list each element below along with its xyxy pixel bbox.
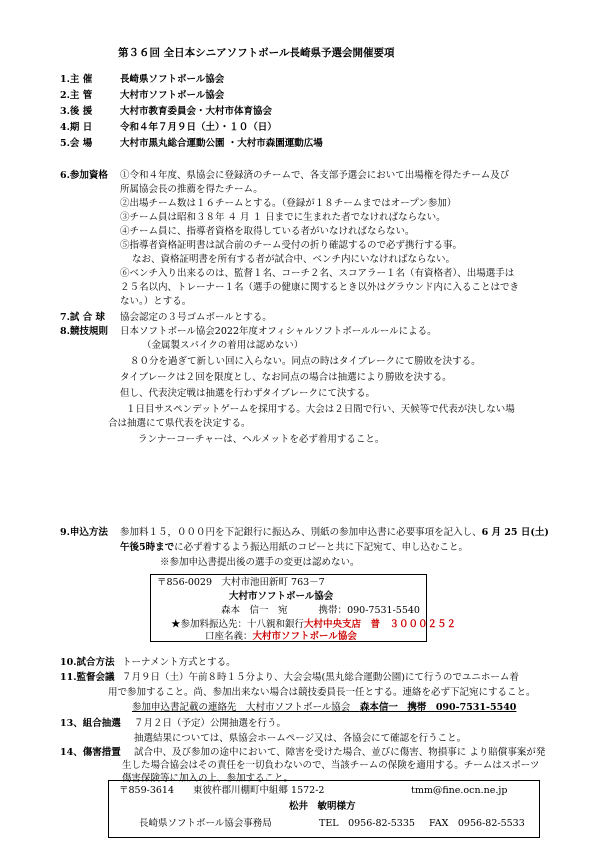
info-value: 長崎県ソフトボール協会 [120, 74, 225, 85]
s9-deadline: 6 月 25 日(土) [481, 527, 549, 538]
s11-contact [132, 702, 516, 714]
s6-line: ④チーム員に、指導者資格を取得している者がいなければならない。 [120, 226, 415, 237]
s8-line: タイブレークは２回を限度とし、なお同点の場合は抽選により勝敗を決する。 [120, 372, 452, 383]
s6-line: ない。）とする。 [120, 296, 192, 307]
box1-account-name: 大村市ソフトボール協会 [252, 631, 357, 642]
section-14-label: 14、傷害措置 [60, 747, 121, 758]
box1-bank-branch: 大村中央支店 普 ３０００２５２ [304, 619, 457, 630]
box2-fax: FAX 0956-82-5533 [429, 818, 525, 829]
box1-account-line [205, 631, 357, 642]
s14-line: 生した場合協会はその責任を一切負わないので、当該チームの保険を適用する。チームはスポーツ [122, 760, 540, 771]
box1-bank-label: ★参加料振込先：十八親和銀行 [171, 619, 305, 630]
s9-text: 参加料１５，０００円を下記銀行に振込み、別紙の参加申込書に必要事項を記入し、 [120, 527, 482, 538]
s11-line: 用で参加すること。尚、参加出来ない場合は競技委員長一任とする。連絡を必ず下記宛にすること。 [108, 687, 536, 698]
info-label: 1.主 催 [60, 74, 93, 85]
info-label: 5.会 場 [60, 138, 93, 149]
box1-org: 大村市ソフトボール協会 [229, 591, 334, 602]
s11-contact-person: 森本信一 携帯 090-7531-5540 [359, 702, 517, 713]
s9-line-1 [120, 527, 549, 539]
s6-line: ２５名以内、トレーナー１名（選手の健康に関するとき以外はグラウンド内に入ることはでき [120, 282, 520, 293]
section-6-label: 6.参加資格 [60, 170, 108, 181]
s9-deadline-time: 午後5時まで [120, 542, 175, 553]
section-11-label: 11.監督会議 [60, 672, 115, 683]
section-10-label: 10.試合方法 [60, 657, 115, 668]
s6-line: ①令和４年度、県協会に登録済のチームで、各支部予選会において出場権を得たチーム及び [120, 170, 510, 181]
box2-postal: 〒859-3614 [119, 785, 175, 796]
s7-value: 協会認定の３号ゴムボールとする。 [120, 312, 272, 323]
s6-line: ②出場チーム数は１６チームとする。（登録が１８チームまではオープン参加） [120, 198, 457, 209]
info-label: 3.後 援 [60, 106, 93, 117]
box2-email: tmm@fine.ocn.ne.jp [411, 785, 508, 796]
s6-line: なお、資格証明書を所有する者が試合中、ベンチ内にいなければならない。 [132, 254, 456, 265]
section-13-label: 13、組合抽選 [60, 718, 121, 729]
page-title: 第３６回 全日本シニアソフトボール長崎県予選会開催要項 [118, 47, 395, 59]
office-address-box [108, 780, 540, 838]
s13-line: ７月２日（予定）公開抽選を行う。 [134, 718, 287, 729]
s8-line: （金属製スパイクの着用は認めない） [142, 340, 304, 351]
box1-person: 森本 信一 宛 [221, 605, 288, 616]
box2-person: 松井 敏明様方 [289, 801, 356, 812]
s9-line-2 [120, 542, 468, 554]
box1-phone-label: 携帯： [318, 605, 348, 616]
info-value: 大村市教育委員会・大村市体育協会 [120, 106, 273, 117]
info-value: 大村市黒丸総合運動公園 ・大村市森園運動広場 [120, 138, 323, 149]
box1-account-label: 口座名義： [205, 631, 253, 642]
s6-line: ⑤指導者資格証明書は試合前のチーム受付の折り確認するので必ず携行する事。 [120, 240, 463, 251]
info-value: 大村市ソフトボール協会 [120, 90, 225, 101]
s11-line: ７月９日（土）午前８時１５分より、大会会場(黒丸総合運動公園)にて行うのでユニホーム着 [122, 672, 519, 683]
s14-line: 試合中、及び参加の途中において、障害を受けた場合、並びに傷害、物損事に より賠償事案が発 [134, 747, 546, 758]
info-label: 4.期 日 [60, 122, 93, 133]
info-value: 令和４年７月９日（土）・１０（日） [120, 122, 277, 133]
s8-line: １日目サスペンデットゲームを採用する。大会は２日間で行い、天候等で代表が決しない場 [126, 404, 515, 415]
s10-value: トーナメント方式とする。 [122, 657, 236, 668]
s9-note: ※参加申込書提出後の選手の変更は認めない。 [160, 557, 360, 568]
s6-line: ③チーム員は昭和３８年 ４ 月 １ 日までに生まれた者でなければならない。 [120, 212, 446, 223]
box1-postal: 〒856-0029 大村市池田新町 763－7 [157, 577, 325, 588]
box1-phone: 090-7531-5540 [347, 605, 420, 616]
s6-line: 所属協会長の推薦を得たチーム。 [120, 184, 263, 195]
box2-tel: TEL 0956-82-5335 [319, 818, 415, 829]
s8-line: ランナーコーチャーは、ヘルメットを必ず着用すること。 [138, 434, 385, 445]
application-address-box [150, 574, 457, 642]
s6-line: ⑥ベンチ入り出来るのは、監督１名、コーチ２名、スコアラー１名（有資格者）、出場選手は [120, 268, 515, 279]
s8-line: ８０分を過ぎて新しい回に入らない。同点の時はタイブレークにて勝敗を決する。 [130, 356, 481, 367]
box1-bank-line [171, 619, 456, 631]
s8-line: 合は抽選にて県代表を決定する。 [108, 418, 251, 429]
s9-text: に必ず着するよう振込用紙のコピーと共に下記宛て、申し込むこと。 [174, 542, 469, 553]
box2-org: 長崎県ソフトボール協会事務局 [139, 818, 272, 829]
s13-line: 抽選結果については、県協会ホームページ又は、各協会にて確認を行うこと。 [134, 733, 467, 744]
section-8-label: 8.競技規則 [60, 326, 108, 337]
s11-contact-org: 参加申込書記載の連絡先 大村市ソフトボール協会 [132, 702, 360, 713]
s8-line: 日本ソフトボール協会2022年度オフィシャルソフトボールルールによる。 [120, 326, 437, 337]
section-9-label: 9.申込方法 [60, 527, 108, 538]
section-7-label: 7.試 合 球 [60, 312, 106, 323]
box2-address: 東彼杵郡川棚町中組郷 1572-2 [193, 785, 325, 796]
s8-line: 但し、代表決定戦は抽選を行わずタイブレークにて決する。 [120, 388, 375, 399]
s14-line: 傷害保険等に加入の上、参加すること。 [122, 773, 294, 784]
info-label: 2.主 管 [60, 90, 93, 101]
box1-person-line [221, 605, 420, 617]
